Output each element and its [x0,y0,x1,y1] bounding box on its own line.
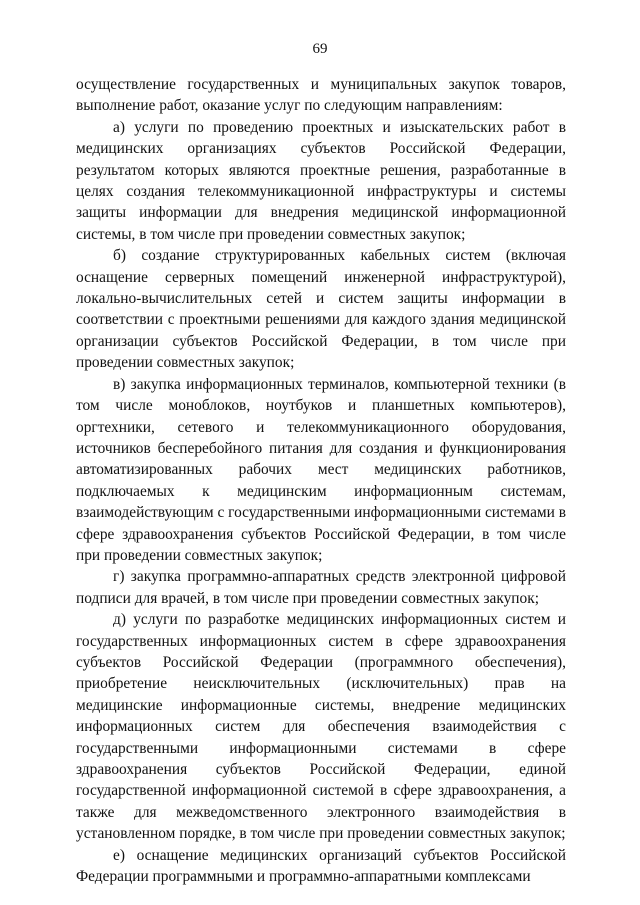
paragraph-item-a: а) услуги по проведению проектных и изыскательских работ в медицинских организациях субъектов Российской Федерации, результатом которых являются проектные решения, разработанные в целях создания телекоммуникационной инфраструктуры и системы защиты информации для внедрения медицинской информационной системы, в том числе при проведении совместных закупок; [76,118,566,243]
paragraph-item-e: е) оснащение медицинских организаций субъектов Российской Федерации программными и программно-аппаратными комплексами [76,846,566,886]
paragraph-item-g: г) закупка программно-аппаратных средств электронной цифровой подписи для врачей, в том числе при проведении совместных закупок; [76,568,566,607]
paragraph-intro: осуществление государственных и муниципальных закупок товаров, выполнение работ, оказание услуг по следующим направлениям: [76,76,566,115]
page-number: 69 [312,41,328,57]
document-body [76,74,566,887]
paragraph-item-d: д) услуги по разработке медицинских информационных систем и государственных информационных систем в сфере здравоохранения субъектов Российской Федерации (программного обеспечения), приобретение неисключительных (исключительных) прав на медицинские информационные системы, внедрение медицинских информационных систем для обеспечения взаимодействия с государственными информационными системами в сфере здравоохранения субъектов Российской Федерации, единой государственной информационной системой в сфере здравоохранения, а также для межведомственного электронного взаимодействия в установленном порядке, в том числе при проведении совместных закупок; [76,611,566,843]
paragraph-item-b: б) создание структурированных кабельных систем (включая оснащение серверных помещений инженерной инфраструктурой), локально-вычислительных сетей и систем защиты информации в соответствии с проектными решениями для каждого здания медицинской организации субъектов Российской Федерации, в том числе при проведении совместных закупок; [76,247,566,372]
paragraph-item-v: в) закупка информационных терминалов, компьютерной техники (в том числе моноблоков, ноутбуков и планшетных компьютеров), оргтехники, сетевого и телекоммуникационного оборудования, источников бесперебойного питания для создания и функционирования автоматизированных рабочих мест медицинских работников, подключаемых к медицинским информационным системам, взаимодействующим с государственными информационными системами в сфере здравоохранения субъектов Российской Федерации, в том числе при проведении совместных закупок; [76,375,566,564]
